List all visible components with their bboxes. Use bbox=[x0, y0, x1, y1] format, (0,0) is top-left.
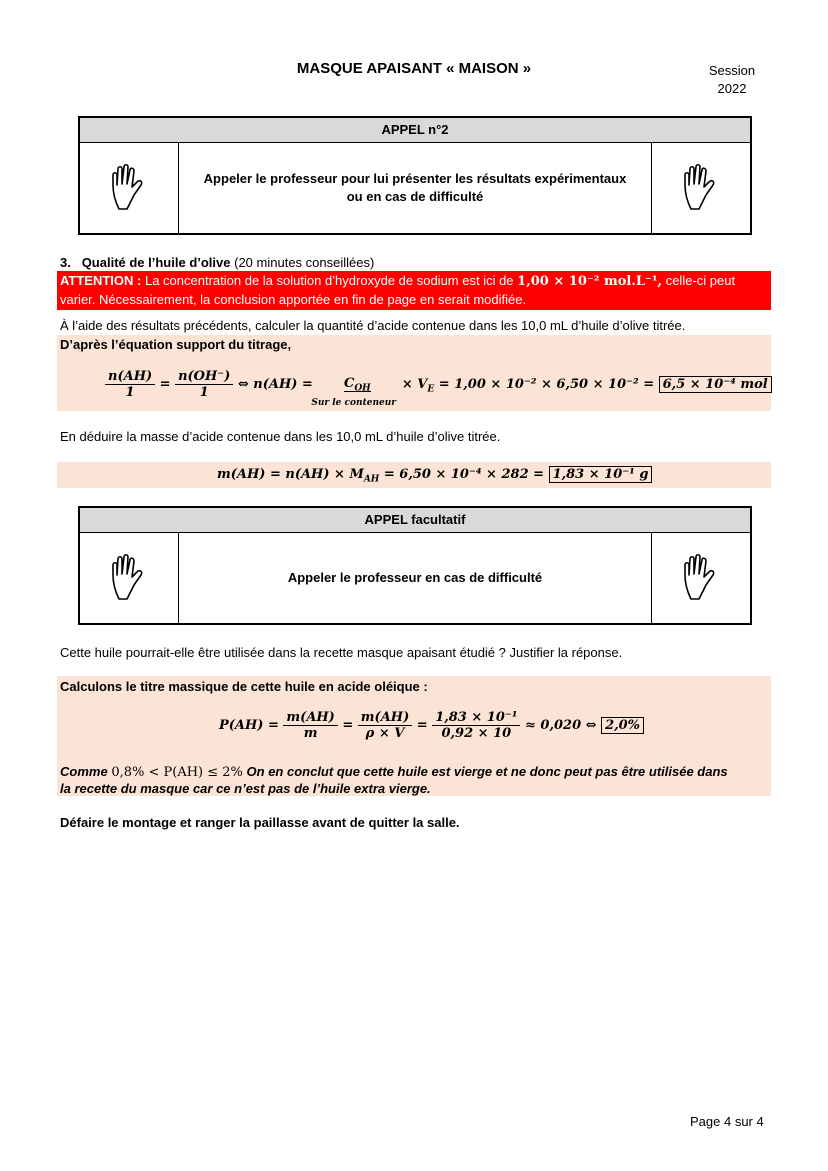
answer-1-box bbox=[57, 335, 771, 411]
warning-text: La concentration de la solution d’hydroxyde de sodium est ici de bbox=[144, 273, 514, 288]
eq3-f1-den: m bbox=[303, 726, 318, 741]
eq3-result: 2,0% bbox=[601, 717, 644, 734]
session-year: 2022 bbox=[717, 81, 747, 96]
hand-icon bbox=[80, 533, 179, 623]
eq3-f2-den: ρ × V bbox=[365, 726, 405, 741]
conclusion-line2: la recette du masque car ce n’est pas de l’huile extra vierge. bbox=[60, 781, 431, 796]
answer-3-box bbox=[57, 676, 771, 796]
page-number: Page 4 sur 4 bbox=[690, 1114, 764, 1129]
session-label bbox=[690, 62, 774, 98]
eq3-f3-den: 0,92 × 10 bbox=[441, 726, 512, 741]
eq-result: 6,5 × 10⁻⁴ mol bbox=[659, 376, 772, 393]
eq3-approx: ≈ 0,020 ⇔ bbox=[524, 718, 597, 733]
answer-3-conclusion bbox=[60, 764, 772, 797]
hand-icon bbox=[80, 143, 179, 233]
appel-message-line1: Appeler le professeur pour lui présenter les résultats expérimentaux bbox=[203, 171, 627, 186]
question-1: À l’aide des résultats précédents, calculer la quantité d’acide contenue dans les 10,0 mL d’huile d’olive titrée. bbox=[60, 318, 686, 333]
eq-c-sub: OH bbox=[354, 383, 371, 394]
eq2-sub: AH bbox=[363, 474, 380, 485]
eq2-result: 1,83 × 10⁻¹ g bbox=[549, 466, 653, 483]
conclusion-start: Comme bbox=[60, 764, 108, 779]
hand-icon bbox=[651, 533, 750, 623]
appel-message: Appeler le professeur en cas de difficulté bbox=[287, 570, 543, 585]
eq3-f1-num: m(AH) bbox=[283, 710, 337, 726]
session-word: Session bbox=[708, 63, 756, 78]
eq-rhs: = 1,00 × 10⁻² × 6,50 × 10⁻² = bbox=[438, 377, 655, 392]
appel-box-2 bbox=[78, 116, 752, 235]
section-number: 3. bbox=[60, 255, 71, 270]
hand-icon bbox=[651, 143, 750, 233]
appel-heading: APPEL facultatif bbox=[80, 508, 750, 533]
eq-frac2-num: n(OH⁻) bbox=[175, 369, 233, 385]
answer-2-box bbox=[57, 462, 771, 488]
question-3: Cette huile pourrait-elle être utilisée dans la recette masque apaisant étudié ? Justifier la réponse. bbox=[60, 645, 623, 660]
answer-1-equation: $\frac{n(AH)}{1}$ = $\frac{n(OH^-)}{1}$ ⇔ $n(AH) = C_{OH}$ Sur le conteneur × $V_E = 1,00 \times 10^{-2} \times 6,50 \times 10^{-2} = 6,5 \times 10^{-4}$ mol bbox=[105, 369, 772, 400]
warning-label: ATTENTION : bbox=[60, 273, 142, 288]
page-title: MASQUE APAISANT « MAISON » bbox=[296, 60, 532, 77]
eq-c: C bbox=[343, 375, 355, 391]
final-instruction: Défaire le montage et ranger la paillasse avant de quitter la salle. bbox=[60, 815, 460, 830]
appel-heading: APPEL n°2 bbox=[80, 118, 750, 143]
eq3-lhs: P(AH) = bbox=[219, 718, 279, 733]
appel-box-facultatif bbox=[78, 506, 752, 625]
warning-text-after: celle-ci peut bbox=[665, 273, 736, 288]
warning-value: 1,00 × 10⁻² mol.L⁻¹, bbox=[517, 274, 663, 289]
eq-ve-sub: E bbox=[427, 384, 435, 395]
question-2: En déduire la masse d’acide contenue dans les 10,0 mL d’huile d’olive titrée. bbox=[60, 429, 501, 444]
eq-times-ve: × V bbox=[401, 377, 428, 392]
answer-1-intro: D’après l’équation support du titrage, bbox=[60, 337, 292, 352]
eq-frac1-den: 1 bbox=[125, 385, 135, 400]
eq2-rhs: = 6,50 × 10⁻⁴ × 282 = bbox=[383, 467, 545, 482]
eq-frac2-den: 1 bbox=[199, 385, 209, 400]
answer-2-equation bbox=[217, 467, 652, 485]
eq3-f3-num: 1,83 × 10⁻¹ bbox=[432, 710, 520, 726]
answer-3-intro: Calculons le titre massique de cette huile en acide oléique : bbox=[60, 679, 428, 694]
section-heading bbox=[60, 255, 374, 270]
conclusion-math: 0,8% < P(AH) ≤ 2% bbox=[111, 765, 243, 780]
eq-under-note: Sur le conteneur bbox=[311, 397, 397, 408]
appel-message bbox=[179, 143, 651, 233]
eq-frac1-num: n(AH) bbox=[105, 369, 155, 385]
eq2-lhs: m(AH) = n(AH) × M bbox=[217, 467, 364, 482]
eq-equiv: ⇔ n(AH) = bbox=[237, 377, 313, 392]
warning-banner bbox=[57, 271, 771, 310]
conclusion-rest: On en conclut que cette huile est vierge et ne donc peut pas être utilisée dans bbox=[246, 764, 728, 779]
appel-message-line2: ou en cas de difficulté bbox=[346, 189, 484, 204]
answer-3-equation: P(AH) = $\frac{m(AH)}{m}$ = $\frac{m(AH)}{\rho \times V}$ = $\frac{\text{1,83 × 10⁻¹}}{0,92 \times 10}$ ≈ 0,020 ⇔ 2,0% bbox=[219, 710, 644, 741]
section-title: Qualité de l’huile d’olive bbox=[81, 255, 231, 270]
eq3-f2-num: m(AH) bbox=[358, 710, 412, 726]
warning-line2: varier. Nécessairement, la conclusion apportée en fin de page en serait modifiée. bbox=[60, 292, 527, 307]
section-time: (20 minutes conseillées) bbox=[234, 255, 375, 270]
